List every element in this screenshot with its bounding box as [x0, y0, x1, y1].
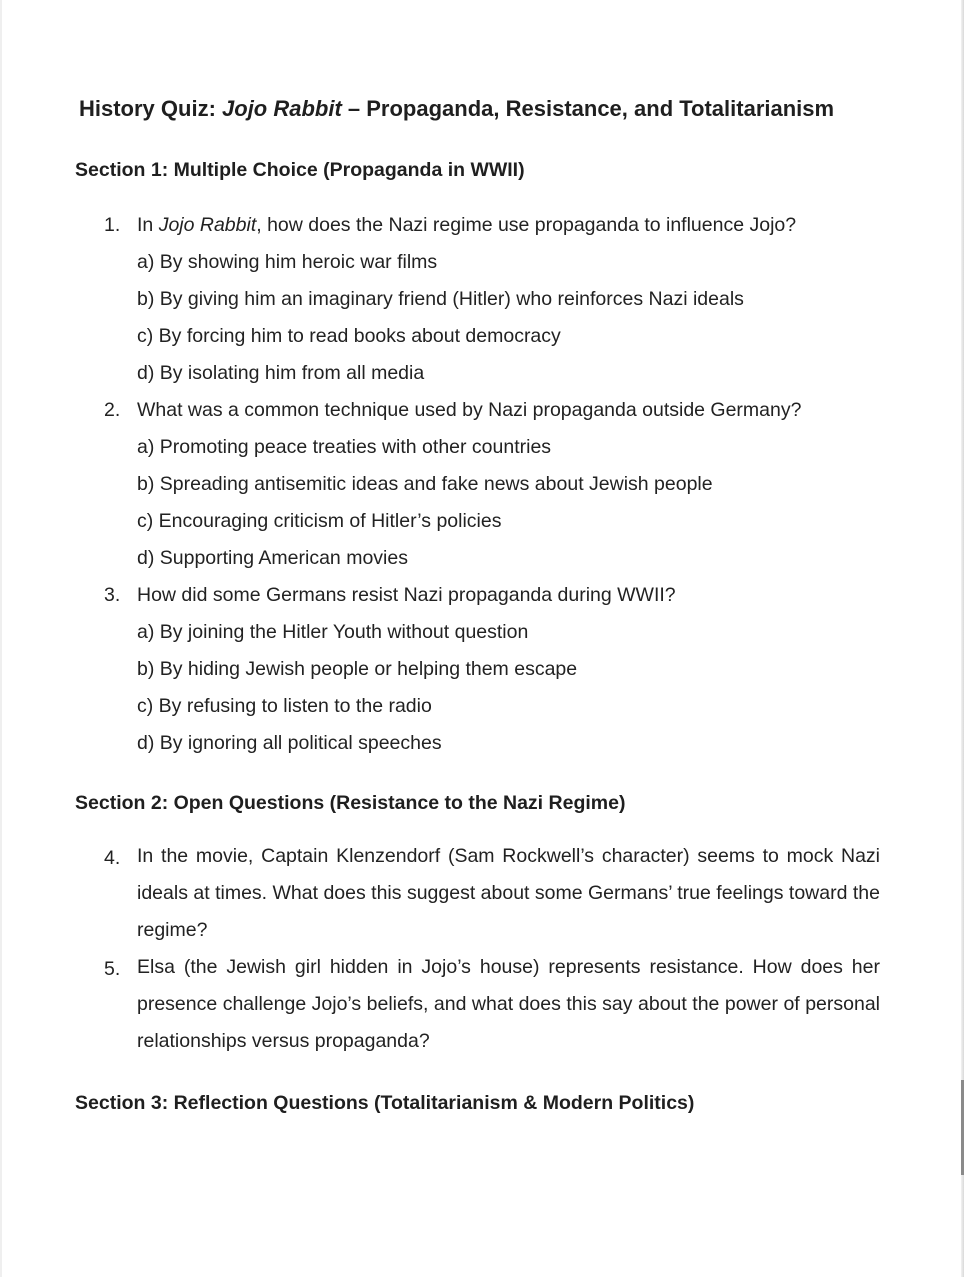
question-3-text: How did some Germans resist Nazi propaganda during WWII?	[137, 584, 676, 606]
question-2-text: What was a common technique used by Nazi propaganda outside Germany?	[137, 399, 802, 421]
question-4-text: In the movie, Captain Klenzendorf (Sam Rockwell’s character) seems to mock Nazi ideals at times. What does this suggest about some Germans’ true feelings toward the regime?	[137, 845, 880, 941]
question-3-number: 3.	[104, 584, 121, 606]
title-film: Jojo Rabbit	[222, 96, 342, 121]
quiz-title	[79, 96, 834, 122]
question-4-number: 4.	[104, 847, 121, 869]
question-2-option-c: c) Encouraging criticism of Hitler’s policies	[137, 510, 502, 532]
question-1-number: 1.	[104, 214, 121, 236]
page-left-edge	[0, 0, 2, 1277]
question-1-option-b: b) By giving him an imaginary friend (Hitler) who reinforces Nazi ideals	[137, 288, 744, 310]
question-3-option-d: d) By ignoring all political speeches	[137, 732, 442, 754]
question-1-option-c: c) By forcing him to read books about democracy	[137, 325, 561, 347]
question-2-option-a: a) Promoting peace treaties with other countries	[137, 436, 552, 458]
question-1-text-pre: In	[137, 214, 159, 236]
section-2-heading: Section 2: Open Questions (Resistance to the Nazi Regime)	[75, 792, 626, 814]
question-5-text: Elsa (the Jewish girl hidden in Jojo’s house) represents resistance. How does her presence challenge Jojo’s beliefs, and what does this say about the power of personal relationships versus propaganda?	[137, 956, 880, 1052]
question-5-number: 5.	[104, 958, 121, 980]
question-1-film: Jojo Rabbit	[158, 214, 257, 236]
title-suffix: – Propaganda, Resistance, and Totalitarianism	[341, 96, 835, 121]
question-2-option-b: b) Spreading antisemitic ideas and fake news about Jewish people	[137, 473, 713, 495]
question-3-option-c: c) By refusing to listen to the radio	[137, 695, 432, 717]
section-3-heading: Section 3: Reflection Questions (Totalitarianism & Modern Politics)	[75, 1092, 695, 1114]
title-prefix: History Quiz:	[79, 96, 223, 121]
question-2-option-d: d) Supporting American movies	[137, 547, 408, 569]
question-3-option-b: b) By hiding Jewish people or helping them escape	[137, 658, 578, 680]
question-3-option-a: a) By joining the Hitler Youth without question	[137, 621, 529, 643]
section-1-heading: Section 1: Multiple Choice (Propaganda in WWII)	[75, 159, 525, 181]
question-1-option-a: a) By showing him heroic war films	[137, 251, 438, 273]
question-1-text-post: , how does the Nazi regime use propaganda to influence Jojo?	[256, 214, 797, 236]
question-1-text	[137, 214, 796, 237]
question-1-option-d: d) By isolating him from all media	[137, 362, 425, 384]
question-2-number: 2.	[104, 399, 121, 421]
